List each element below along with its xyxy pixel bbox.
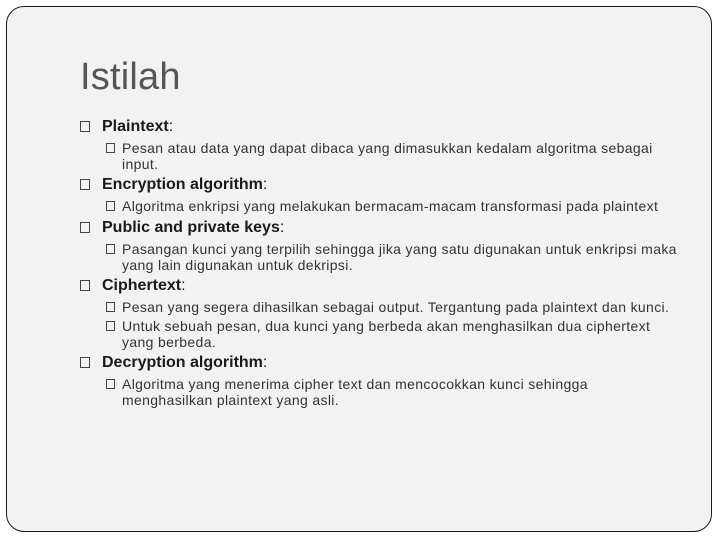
bullet-box-icon xyxy=(106,140,122,157)
term-label: Decryption algorithm xyxy=(102,354,263,371)
subitem-text: Algoritma enkripsi yang melakukan bermacam-macam transformasi pada plaintext xyxy=(122,198,659,214)
bullet-level1 xyxy=(80,276,680,297)
bullet-level1 xyxy=(80,218,680,239)
bullet-box-icon xyxy=(106,241,122,258)
bullet-level2 xyxy=(106,198,680,215)
bullet-box-icon xyxy=(106,299,122,316)
bullet-text xyxy=(102,218,284,238)
subitem-text: Pesan yang segera dihasilkan sebagai output. Tergantung pada plaintext dan kunci. xyxy=(122,299,670,315)
term-suffix: : xyxy=(262,176,268,193)
bullet-level1 xyxy=(80,175,680,196)
bullet-box-icon xyxy=(106,198,122,215)
bullet-level1 xyxy=(80,353,680,374)
bullet-item-ciphertext xyxy=(80,276,680,350)
bullet-item-plaintext xyxy=(80,117,680,172)
bullet-text xyxy=(102,353,267,373)
bullet-level2 xyxy=(106,241,680,273)
bullet-item-public-private-keys xyxy=(80,218,680,273)
bullet-box-icon xyxy=(80,175,102,196)
term-suffix: : xyxy=(168,118,174,135)
subitem-text: Algoritma yang menerima cipher text dan mencocokkan kunci sehingga menghasilkan plaintext yang asli. xyxy=(122,376,588,408)
bullet-box-icon xyxy=(80,276,102,297)
bullet-text xyxy=(102,175,267,195)
bullet-text xyxy=(102,117,173,137)
bullet-level2 xyxy=(106,376,680,408)
slide-title: Istilah xyxy=(80,56,181,98)
term-suffix: : xyxy=(279,219,285,236)
bullet-box-icon xyxy=(106,376,122,393)
subitem-text: Pasangan kunci yang terpilih sehingga jika yang satu digunakan untuk enkripsi maka yang lain digunakan untuk dekripsi. xyxy=(122,241,677,273)
bullet-level2 xyxy=(106,140,680,172)
term-label: Ciphertext xyxy=(102,277,182,294)
bullet-box-icon xyxy=(106,318,122,335)
term-label: Encryption algorithm xyxy=(102,176,263,193)
bullet-level2 xyxy=(106,299,680,316)
bullet-level2 xyxy=(106,318,680,350)
term-suffix: : xyxy=(262,354,268,371)
term-label: Public and private keys xyxy=(102,219,280,236)
bullet-box-icon xyxy=(80,353,102,374)
term-label: Plaintext xyxy=(102,118,169,135)
subitem-text: Untuk sebuah pesan, dua kunci yang berbeda akan menghasilkan dua ciphertext yang berbeda. xyxy=(122,318,651,350)
bullet-item-encryption-algorithm xyxy=(80,175,680,215)
term-suffix: : xyxy=(181,277,186,294)
bullet-level1 xyxy=(80,117,680,138)
bullet-box-icon xyxy=(80,218,102,239)
bullet-text xyxy=(102,276,186,296)
subitem-text: Pesan atau data yang dapat dibaca yang dimasukkan kedalam algoritma sebagai input. xyxy=(122,140,653,172)
bullet-item-decryption-algorithm xyxy=(80,353,680,408)
bullet-box-icon xyxy=(80,117,102,138)
slide-content xyxy=(80,114,680,408)
